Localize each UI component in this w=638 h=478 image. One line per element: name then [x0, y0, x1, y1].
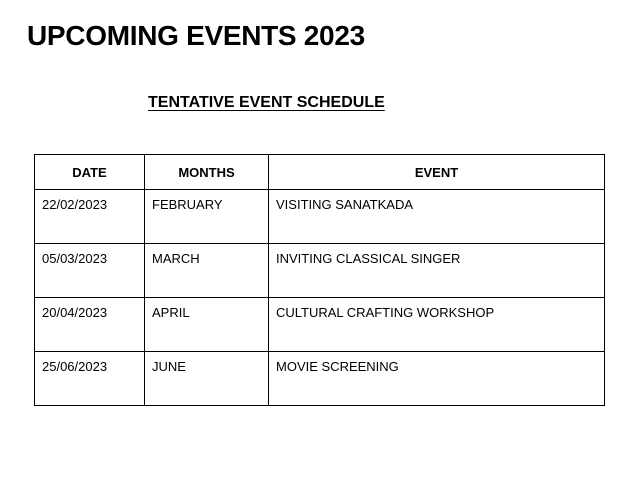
column-header-date: DATE [35, 155, 145, 190]
cell-event: INVITING CLASSICAL SINGER [269, 244, 605, 298]
table-row [35, 244, 605, 298]
cell-date: 25/06/2023 [35, 352, 145, 406]
cell-month: APRIL [145, 298, 269, 352]
schedule-heading: TENTATIVE EVENT SCHEDULE [148, 94, 385, 111]
column-header-event: EVENT [269, 155, 605, 190]
table-row [35, 298, 605, 352]
cell-month: FEBRUARY [145, 190, 269, 244]
cell-date: 05/03/2023 [35, 244, 145, 298]
cell-event: CULTURAL CRAFTING WORKSHOP [269, 298, 605, 352]
column-header-months: MONTHS [145, 155, 269, 190]
events-table [34, 154, 605, 406]
cell-event: MOVIE SCREENING [269, 352, 605, 406]
table-row [35, 352, 605, 406]
cell-month: JUNE [145, 352, 269, 406]
page-title: UPCOMING EVENTS 2023 [27, 20, 365, 51]
table-row [35, 190, 605, 244]
table-header-row [35, 155, 605, 190]
cell-month: MARCH [145, 244, 269, 298]
cell-date: 22/02/2023 [35, 190, 145, 244]
cell-event: VISITING SANATKADA [269, 190, 605, 244]
cell-date: 20/04/2023 [35, 298, 145, 352]
